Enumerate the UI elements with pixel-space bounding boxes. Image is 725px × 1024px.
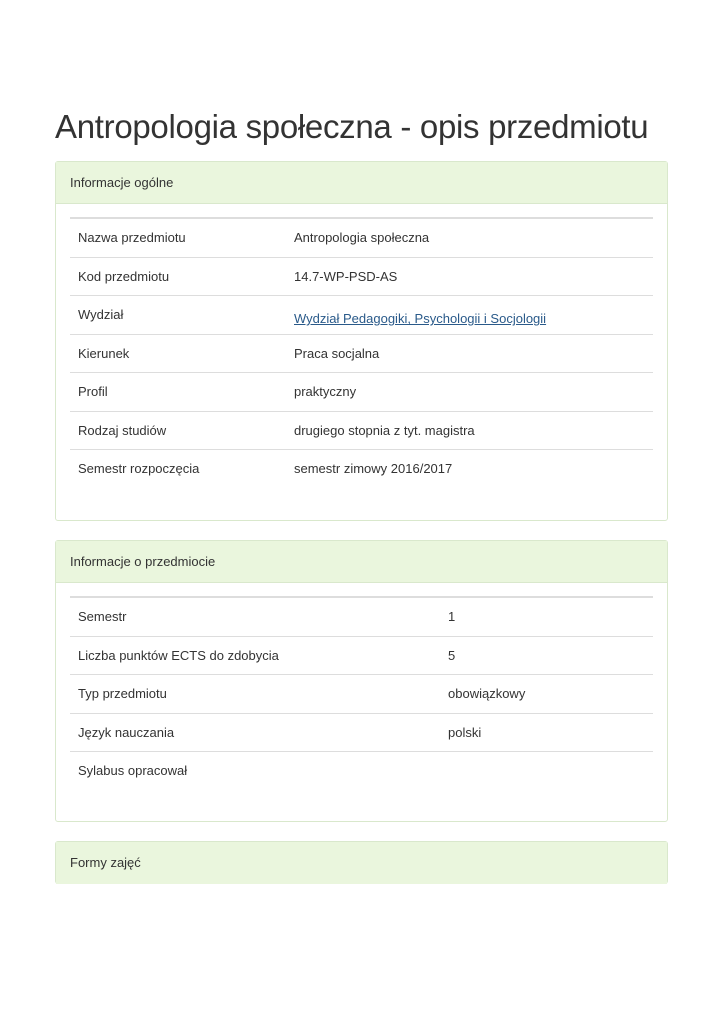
row-value: 5	[440, 636, 653, 675]
row-label: Rodzaj studiów	[70, 411, 286, 450]
row-label: Liczba punktów ECTS do zdobycia	[70, 636, 440, 675]
row-value: obowiązkowy	[440, 675, 653, 714]
table-row	[70, 334, 653, 373]
row-value: semestr zimowy 2016/2017	[286, 450, 653, 488]
row-value	[286, 296, 653, 335]
row-value: drugiego stopnia z tyt. magistra	[286, 411, 653, 450]
general-info-body	[56, 204, 667, 488]
general-info-panel	[55, 161, 668, 521]
table-row	[70, 218, 653, 257]
table-row	[70, 636, 653, 675]
row-value: 1	[440, 597, 653, 636]
row-label: Język nauczania	[70, 713, 440, 752]
subject-info-panel	[55, 540, 668, 822]
general-info-heading: Informacje ogólne	[56, 162, 667, 204]
forms-panel	[55, 841, 668, 884]
subject-info-body	[56, 583, 667, 790]
page-title: Antropologia społeczna - opis przedmiotu	[55, 108, 649, 145]
faculty-link[interactable]: Wydział Pedagogiki, Psychologii i Socjologii	[294, 311, 547, 327]
row-value: Praca socjalna	[286, 334, 653, 373]
row-label: Sylabus opracował	[70, 752, 440, 790]
row-label: Kod przedmiotu	[70, 257, 286, 296]
table-row	[70, 411, 653, 450]
row-value	[440, 752, 653, 790]
row-label: Wydział	[70, 296, 286, 335]
row-value: polski	[440, 713, 653, 752]
row-label: Nazwa przedmiotu	[70, 218, 286, 257]
table-row	[70, 752, 653, 790]
table-row	[70, 296, 653, 335]
table-row	[70, 597, 653, 636]
table-row	[70, 373, 653, 412]
row-label: Kierunek	[70, 334, 286, 373]
table-row	[70, 450, 653, 488]
row-label: Typ przedmiotu	[70, 675, 440, 714]
table-row	[70, 675, 653, 714]
row-label: Semestr	[70, 597, 440, 636]
forms-heading: Formy zajęć	[56, 842, 667, 884]
table-row	[70, 713, 653, 752]
row-value: Antropologia społeczna	[286, 218, 653, 257]
row-value: praktyczny	[286, 373, 653, 412]
row-value: 14.7-WP-PSD-AS	[286, 257, 653, 296]
subject-info-heading: Informacje o przedmiocie	[56, 541, 667, 583]
general-info-table	[70, 217, 653, 488]
row-label: Semestr rozpoczęcia	[70, 450, 286, 488]
table-row	[70, 257, 653, 296]
subject-info-table	[70, 596, 653, 790]
row-label: Profil	[70, 373, 286, 412]
